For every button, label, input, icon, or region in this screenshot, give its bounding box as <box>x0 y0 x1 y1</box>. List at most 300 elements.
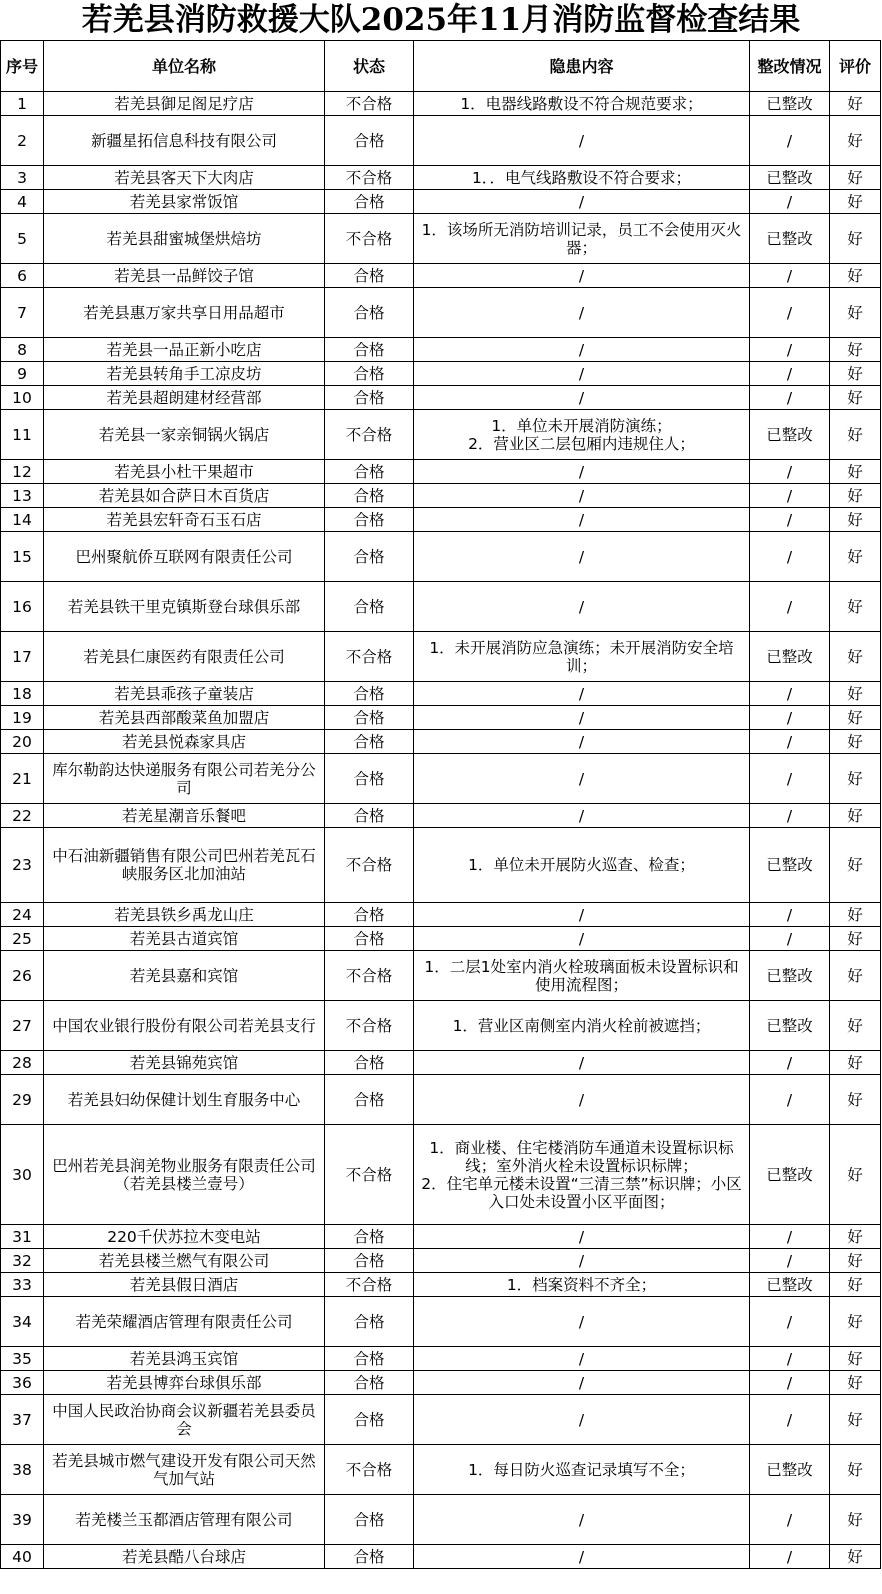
cell-evaluation: 好 <box>830 951 881 1001</box>
cell-unit-name: 若羌县古道宾馆 <box>44 927 325 951</box>
cell-unit-name: 若羌楼兰玉都酒店管理有限公司 <box>44 1495 325 1545</box>
cell-seq: 8 <box>1 338 44 362</box>
cell-seq: 5 <box>1 214 44 264</box>
cell-fix-status: 已整改 <box>750 166 830 190</box>
cell-issues <box>414 706 750 730</box>
cell-evaluation: 好 <box>830 116 881 166</box>
cell-seq: 3 <box>1 166 44 190</box>
cell-status: 合格 <box>325 460 414 484</box>
cell-unit-name: 若羌县如合萨日木百货店 <box>44 484 325 508</box>
cell-fix-status: 已整改 <box>750 214 830 264</box>
table-row <box>1 1371 881 1395</box>
table-row <box>1 582 881 632</box>
table-row <box>1 682 881 706</box>
issue-line: / <box>578 732 585 751</box>
issue-line: / <box>578 1053 585 1072</box>
issue-line: 1．单位未开展消防演练； <box>491 416 672 435</box>
cell-issues <box>414 1075 750 1125</box>
cell-seq: 35 <box>1 1347 44 1371</box>
cell-fix-status: / <box>750 582 830 632</box>
issue-line: / <box>578 1510 585 1529</box>
cell-fix-status: / <box>750 927 830 951</box>
issue-line: / <box>578 1373 585 1392</box>
cell-issues <box>414 927 750 951</box>
cell-fix-status: / <box>750 1225 830 1249</box>
cell-issues <box>414 362 750 386</box>
cell-seq: 27 <box>1 1001 44 1051</box>
cell-evaluation: 好 <box>830 1001 881 1051</box>
cell-status: 不合格 <box>325 828 414 903</box>
cell-status: 不合格 <box>325 166 414 190</box>
cell-seq: 12 <box>1 460 44 484</box>
cell-issues <box>414 1001 750 1051</box>
cell-issues <box>414 903 750 927</box>
cell-seq: 32 <box>1 1249 44 1273</box>
issue-line: 1．商业楼、住宅楼消防车通道未设置标识标线；室外消火栓未设置标识标牌； <box>429 1138 734 1175</box>
table-row <box>1 460 881 484</box>
cell-unit-name: 若羌县妇幼保健计划生育服务中心 <box>44 1075 325 1125</box>
cell-seq: 2 <box>1 116 44 166</box>
table-row <box>1 264 881 288</box>
table-row <box>1 927 881 951</box>
cell-unit-name: 中石油新疆销售有限公司巴州若羌瓦石峡服务区北加油站 <box>44 828 325 903</box>
cell-fix-status: / <box>750 288 830 338</box>
cell-evaluation: 好 <box>830 1445 881 1495</box>
cell-unit-name: 若羌县楼兰燃气有限公司 <box>44 1249 325 1273</box>
cell-fix-status: 已整改 <box>750 951 830 1001</box>
cell-evaluation: 好 <box>830 532 881 582</box>
cell-status: 合格 <box>325 1075 414 1125</box>
table-row <box>1 1395 881 1445</box>
table-row <box>1 92 881 116</box>
cell-unit-name: 若羌县酷八台球店 <box>44 1545 325 1569</box>
cell-issues <box>414 1495 750 1545</box>
cell-status: 合格 <box>325 1347 414 1371</box>
cell-issues <box>414 582 750 632</box>
cell-issues <box>414 508 750 532</box>
cell-issues <box>414 951 750 1001</box>
cell-issues <box>414 1125 750 1225</box>
cell-evaluation: 好 <box>830 582 881 632</box>
cell-status: 合格 <box>325 706 414 730</box>
cell-unit-name: 若羌星潮音乐餐吧 <box>44 804 325 828</box>
cell-issues <box>414 632 750 682</box>
cell-seq: 37 <box>1 1395 44 1445</box>
cell-status: 合格 <box>325 1495 414 1545</box>
cell-seq: 36 <box>1 1371 44 1395</box>
cell-status: 合格 <box>325 1249 414 1273</box>
issue-line: / <box>578 192 585 211</box>
cell-evaluation: 好 <box>830 1125 881 1225</box>
table-row <box>1 532 881 582</box>
cell-evaluation: 好 <box>830 828 881 903</box>
table-row <box>1 1051 881 1075</box>
cell-status: 合格 <box>325 508 414 532</box>
cell-evaluation: 好 <box>830 1495 881 1545</box>
cell-status: 不合格 <box>325 1273 414 1297</box>
cell-status: 不合格 <box>325 214 414 264</box>
cell-unit-name: 巴州聚航侨互联网有限责任公司 <box>44 532 325 582</box>
cell-fix-status: / <box>750 903 830 927</box>
cell-status: 合格 <box>325 1297 414 1347</box>
cell-unit-name: 若羌县甜蜜城堡烘焙坊 <box>44 214 325 264</box>
issue-line: / <box>578 708 585 727</box>
cell-unit-name: 巴州若羌县润羌物业服务有限责任公司（若羌县楼兰壹号） <box>44 1125 325 1225</box>
cell-fix-status: / <box>750 1371 830 1395</box>
cell-issues <box>414 1249 750 1273</box>
cell-status: 合格 <box>325 682 414 706</box>
cell-evaluation: 好 <box>830 362 881 386</box>
cell-status: 合格 <box>325 386 414 410</box>
cell-status: 合格 <box>325 1545 414 1569</box>
cell-unit-name: 若羌县假日酒店 <box>44 1273 325 1297</box>
cell-evaluation: 好 <box>830 92 881 116</box>
issue-line: 1．．电气线路敷设不符合要求； <box>471 168 692 187</box>
cell-status: 合格 <box>325 116 414 166</box>
cell-evaluation: 好 <box>830 1273 881 1297</box>
cell-status: 合格 <box>325 288 414 338</box>
cell-issues <box>414 190 750 214</box>
cell-unit-name: 中国农业银行股份有限公司若羌县支行 <box>44 1001 325 1051</box>
issue-line: / <box>578 547 585 566</box>
cell-issues <box>414 1395 750 1445</box>
cell-issues <box>414 92 750 116</box>
cell-status: 合格 <box>325 484 414 508</box>
cell-unit-name: 若羌县城市燃气建设开发有限公司天然气加气站 <box>44 1445 325 1495</box>
cell-status: 合格 <box>325 1051 414 1075</box>
header-eval: 评价 <box>830 41 881 92</box>
cell-evaluation: 好 <box>830 1371 881 1395</box>
cell-issues <box>414 804 750 828</box>
cell-issues <box>414 532 750 582</box>
inspection-table <box>0 40 881 1569</box>
cell-status: 合格 <box>325 362 414 386</box>
issue-line: 1．二层1处室内消火栓玻璃面板未设置标识和使用流程图； <box>424 957 739 994</box>
cell-issues <box>414 1445 750 1495</box>
issue-line: 1．该场所无消防培训记录，员工不会使用灭火器； <box>421 220 742 257</box>
header-fix: 整改情况 <box>750 41 830 92</box>
cell-unit-name: 220千伏苏拉木变电站 <box>44 1225 325 1249</box>
table-row <box>1 754 881 804</box>
cell-seq: 40 <box>1 1545 44 1569</box>
issue-line: / <box>578 462 585 481</box>
cell-fix-status: / <box>750 1395 830 1445</box>
table-row <box>1 1075 881 1125</box>
cell-status: 合格 <box>325 903 414 927</box>
header-name: 单位名称 <box>44 41 325 92</box>
cell-seq: 21 <box>1 754 44 804</box>
cell-issues <box>414 166 750 190</box>
table-row <box>1 1545 881 1569</box>
cell-seq: 17 <box>1 632 44 682</box>
cell-evaluation: 好 <box>830 706 881 730</box>
cell-issues <box>414 214 750 264</box>
issue-line: / <box>578 905 585 924</box>
cell-fix-status: / <box>750 338 830 362</box>
cell-seq: 16 <box>1 582 44 632</box>
header-row <box>1 41 881 92</box>
cell-evaluation: 好 <box>830 338 881 362</box>
cell-evaluation: 好 <box>830 927 881 951</box>
issue-line: / <box>578 806 585 825</box>
issue-line: 1．档案资料不齐全； <box>506 1275 657 1294</box>
table-row <box>1 1273 881 1297</box>
table-row <box>1 116 881 166</box>
cell-fix-status: / <box>750 386 830 410</box>
cell-evaluation: 好 <box>830 1225 881 1249</box>
header-issues: 隐患内容 <box>414 41 750 92</box>
cell-fix-status: / <box>750 730 830 754</box>
cell-status: 合格 <box>325 754 414 804</box>
cell-unit-name: 若羌县一品正新小吃店 <box>44 338 325 362</box>
cell-fix-status: / <box>750 460 830 484</box>
issue-line: / <box>578 266 585 285</box>
cell-fix-status: 已整改 <box>750 1125 830 1225</box>
header-status: 状态 <box>325 41 414 92</box>
cell-evaluation: 好 <box>830 903 881 927</box>
cell-seq: 4 <box>1 190 44 214</box>
cell-seq: 30 <box>1 1125 44 1225</box>
cell-issues <box>414 1371 750 1395</box>
cell-fix-status: 已整改 <box>750 92 830 116</box>
table-row <box>1 166 881 190</box>
cell-evaluation: 好 <box>830 1347 881 1371</box>
table-row <box>1 1495 881 1545</box>
issue-line: / <box>578 929 585 948</box>
cell-fix-status: / <box>750 804 830 828</box>
cell-issues <box>414 682 750 706</box>
issue-line: / <box>578 510 585 529</box>
cell-issues <box>414 116 750 166</box>
cell-seq: 18 <box>1 682 44 706</box>
cell-seq: 15 <box>1 532 44 582</box>
cell-issues <box>414 1225 750 1249</box>
cell-unit-name: 若羌县乖孩子童装店 <box>44 682 325 706</box>
cell-status: 合格 <box>325 532 414 582</box>
cell-evaluation: 好 <box>830 190 881 214</box>
cell-unit-name: 若羌县铁干里克镇斯登台球俱乐部 <box>44 582 325 632</box>
issue-line: 2．营业区二层包厢内违规住人； <box>468 434 695 453</box>
cell-seq: 7 <box>1 288 44 338</box>
cell-seq: 34 <box>1 1297 44 1347</box>
cell-issues <box>414 1545 750 1569</box>
cell-seq: 28 <box>1 1051 44 1075</box>
issue-line: / <box>578 684 585 703</box>
issue-line: / <box>578 769 585 788</box>
cell-fix-status: 已整改 <box>750 1273 830 1297</box>
cell-fix-status: / <box>750 706 830 730</box>
cell-status: 合格 <box>325 1225 414 1249</box>
cell-issues <box>414 386 750 410</box>
cell-issues <box>414 484 750 508</box>
cell-unit-name: 若羌县锦苑宾馆 <box>44 1051 325 1075</box>
cell-status: 合格 <box>325 338 414 362</box>
cell-fix-status: / <box>750 1249 830 1273</box>
issue-line: / <box>578 303 585 322</box>
cell-unit-name: 若羌县鸿玉宾馆 <box>44 1347 325 1371</box>
cell-seq: 6 <box>1 264 44 288</box>
cell-unit-name: 若羌县一家亲铜锅火锅店 <box>44 410 325 460</box>
cell-unit-name: 若羌县一品鲜饺子馆 <box>44 264 325 288</box>
issue-line: 2．住宅单元楼未设置“三清三禁”标识牌；小区入口处未设置小区平面图； <box>421 1174 742 1211</box>
cell-seq: 39 <box>1 1495 44 1545</box>
issue-line: / <box>578 1349 585 1368</box>
table-row <box>1 804 881 828</box>
cell-evaluation: 好 <box>830 1395 881 1445</box>
cell-status: 不合格 <box>325 951 414 1001</box>
cell-fix-status: 已整改 <box>750 1445 830 1495</box>
cell-status: 不合格 <box>325 92 414 116</box>
table-row <box>1 1225 881 1249</box>
cell-evaluation: 好 <box>830 386 881 410</box>
cell-evaluation: 好 <box>830 1051 881 1075</box>
issue-line: / <box>578 597 585 616</box>
cell-unit-name: 若羌县家常饭馆 <box>44 190 325 214</box>
cell-fix-status: 已整改 <box>750 632 830 682</box>
table-row <box>1 1297 881 1347</box>
issue-line: 1．每日防火巡查记录填写不全； <box>468 1460 695 1479</box>
page-title: 若羌县消防救援大队2025年11月消防监督检查结果 <box>81 2 801 38</box>
cell-unit-name: 新疆星拓信息科技有限公司 <box>44 116 325 166</box>
issue-line: / <box>578 1090 585 1109</box>
cell-fix-status: / <box>750 1075 830 1125</box>
issue-line: 1．单位未开展防火巡查、检查； <box>468 856 695 874</box>
cell-unit-name: 库尔勒韵达快递服务有限公司若羌分公司 <box>44 754 325 804</box>
table-row <box>1 706 881 730</box>
cell-evaluation: 好 <box>830 484 881 508</box>
issue-line: 1．电器线路敷设不符合规范要求； <box>460 94 703 113</box>
issue-line: / <box>578 1547 585 1566</box>
cell-evaluation: 好 <box>830 264 881 288</box>
issue-line: / <box>578 1312 585 1331</box>
issue-line: / <box>578 340 585 359</box>
cell-unit-name: 若羌县博弈台球俱乐部 <box>44 1371 325 1395</box>
cell-fix-status: / <box>750 1297 830 1347</box>
table-row <box>1 508 881 532</box>
cell-issues <box>414 410 750 460</box>
cell-fix-status: / <box>750 264 830 288</box>
cell-evaluation: 好 <box>830 1545 881 1569</box>
issue-line: / <box>578 1251 585 1270</box>
table-row <box>1 386 881 410</box>
issue-line: / <box>578 1227 585 1246</box>
cell-status: 合格 <box>325 264 414 288</box>
cell-fix-status: / <box>750 1051 830 1075</box>
cell-evaluation: 好 <box>830 410 881 460</box>
cell-issues <box>414 264 750 288</box>
cell-seq: 1 <box>1 92 44 116</box>
issue-line: 1．未开展消防应急演练；未开展消防安全培训； <box>429 638 734 675</box>
table-row <box>1 484 881 508</box>
cell-status: 合格 <box>325 730 414 754</box>
cell-status: 合格 <box>325 1395 414 1445</box>
cell-unit-name: 若羌县悦森家具店 <box>44 730 325 754</box>
cell-issues <box>414 1297 750 1347</box>
cell-unit-name: 若羌县惠万家共享日用品超市 <box>44 288 325 338</box>
table-row <box>1 1125 881 1225</box>
cell-seq: 23 <box>1 828 44 903</box>
cell-unit-name: 若羌县超朗建材经营部 <box>44 386 325 410</box>
cell-seq: 22 <box>1 804 44 828</box>
cell-unit-name: 若羌县嘉和宾馆 <box>44 951 325 1001</box>
cell-seq: 9 <box>1 362 44 386</box>
cell-seq: 29 <box>1 1075 44 1125</box>
header-seq: 序号 <box>1 41 44 92</box>
issue-line: / <box>578 1410 585 1429</box>
cell-unit-name: 若羌县转角手工凉皮坊 <box>44 362 325 386</box>
table-row <box>1 288 881 338</box>
cell-status: 合格 <box>325 582 414 632</box>
table-row <box>1 903 881 927</box>
cell-fix-status: / <box>750 754 830 804</box>
cell-fix-status: / <box>750 362 830 386</box>
cell-fix-status: / <box>750 116 830 166</box>
cell-unit-name: 若羌县客天下大肉店 <box>44 166 325 190</box>
table-row <box>1 214 881 264</box>
cell-seq: 11 <box>1 410 44 460</box>
issue-line: / <box>578 364 585 383</box>
cell-status: 合格 <box>325 190 414 214</box>
cell-unit-name: 若羌县西部酸菜鱼加盟店 <box>44 706 325 730</box>
cell-fix-status: 已整改 <box>750 828 830 903</box>
issue-line: / <box>578 388 585 407</box>
cell-issues <box>414 288 750 338</box>
cell-status: 合格 <box>325 1371 414 1395</box>
cell-evaluation: 好 <box>830 754 881 804</box>
cell-fix-status: 已整改 <box>750 1001 830 1051</box>
cell-seq: 24 <box>1 903 44 927</box>
cell-status: 合格 <box>325 927 414 951</box>
cell-status: 不合格 <box>325 1001 414 1051</box>
cell-issues <box>414 338 750 362</box>
cell-seq: 25 <box>1 927 44 951</box>
cell-evaluation: 好 <box>830 682 881 706</box>
table-row <box>1 1347 881 1371</box>
cell-seq: 14 <box>1 508 44 532</box>
cell-issues <box>414 828 750 903</box>
cell-unit-name: 若羌县铁乡禹龙山庄 <box>44 903 325 927</box>
cell-fix-status: / <box>750 1347 830 1371</box>
table-row <box>1 632 881 682</box>
cell-status: 不合格 <box>325 632 414 682</box>
cell-fix-status: / <box>750 1495 830 1545</box>
cell-fix-status: / <box>750 532 830 582</box>
cell-seq: 33 <box>1 1273 44 1297</box>
cell-evaluation: 好 <box>830 508 881 532</box>
cell-issues <box>414 1051 750 1075</box>
cell-evaluation: 好 <box>830 632 881 682</box>
issue-line: / <box>578 131 585 150</box>
cell-evaluation: 好 <box>830 1249 881 1273</box>
cell-seq: 20 <box>1 730 44 754</box>
cell-evaluation: 好 <box>830 804 881 828</box>
table-row <box>1 410 881 460</box>
cell-seq: 19 <box>1 706 44 730</box>
cell-issues <box>414 1273 750 1297</box>
issue-line: / <box>578 486 585 505</box>
cell-status: 合格 <box>325 804 414 828</box>
table-row <box>1 338 881 362</box>
table-row <box>1 1249 881 1273</box>
table-row <box>1 190 881 214</box>
cell-fix-status: / <box>750 682 830 706</box>
cell-evaluation: 好 <box>830 460 881 484</box>
cell-issues <box>414 754 750 804</box>
cell-seq: 26 <box>1 951 44 1001</box>
table-row <box>1 1445 881 1495</box>
table-row <box>1 828 881 903</box>
cell-status: 不合格 <box>325 1125 414 1225</box>
